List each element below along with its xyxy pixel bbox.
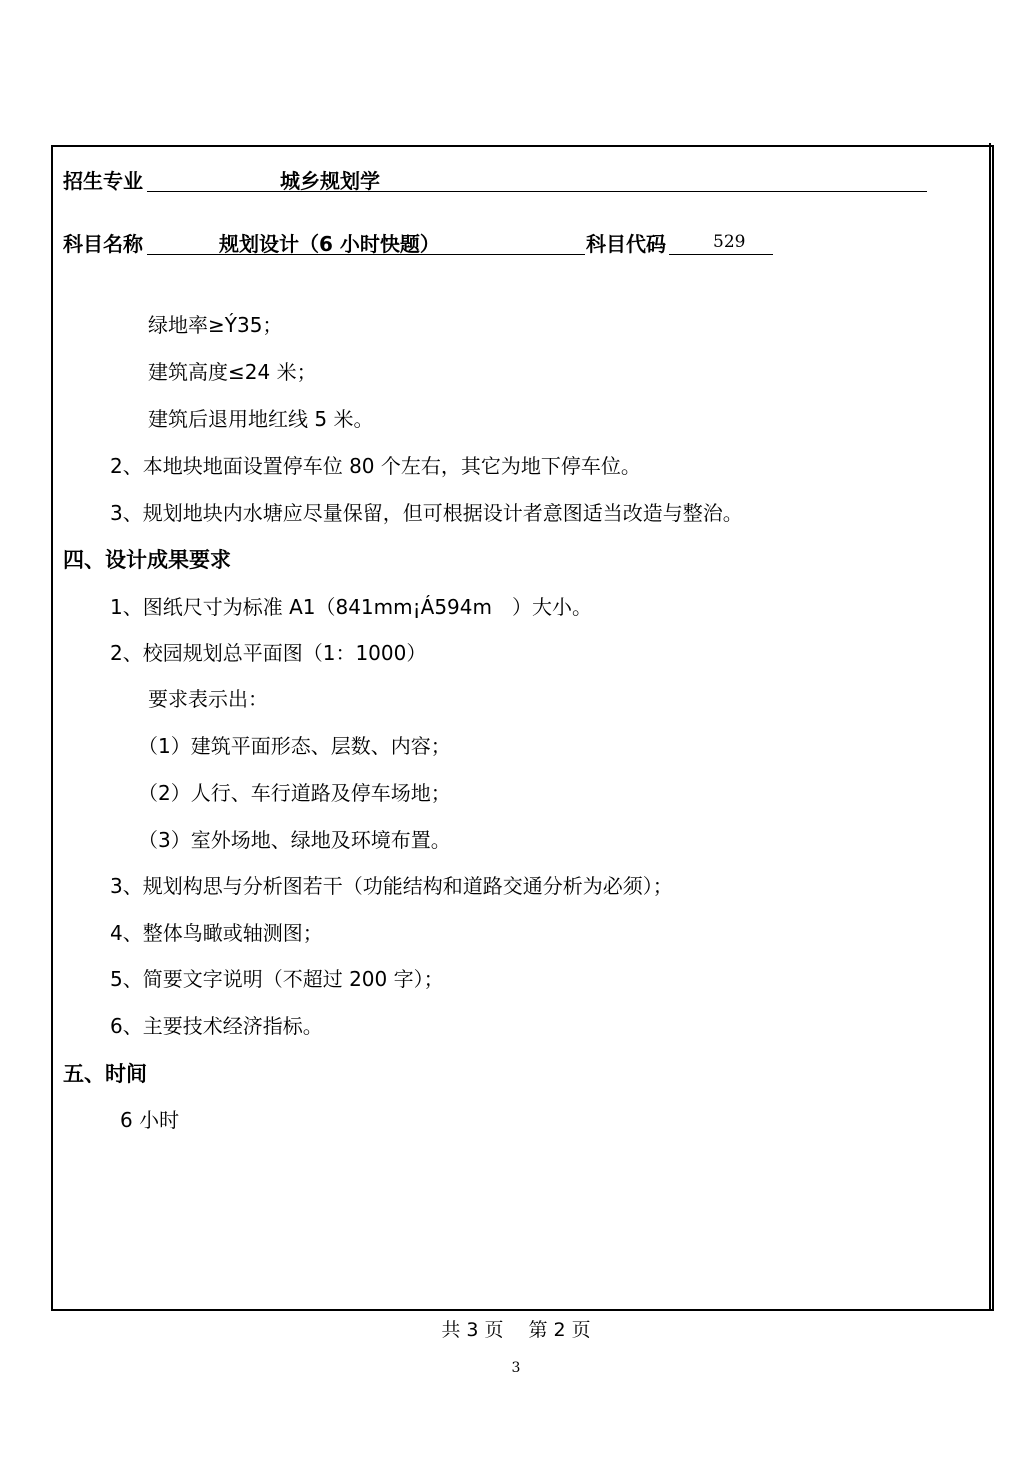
- section-4-title: 四、设计成果要求: [63, 548, 231, 572]
- page-number: 3: [511, 1360, 521, 1376]
- section-5-title: 五、时间: [63, 1062, 147, 1086]
- body-line-1: 绿地率≥Ý35；: [148, 313, 283, 337]
- section-4-item-4: （1）建筑平面形态、层数、内容；: [138, 734, 451, 758]
- section-4-item-2: 2、校园规划总平面图（1：1000）: [110, 641, 427, 665]
- body-line-2: 建筑高度≤24 米；: [148, 360, 317, 384]
- subject-row: [63, 228, 783, 258]
- code-value: 529: [713, 232, 746, 252]
- section-4-item-1: 1、图纸尺寸为标准 A1（841mm¡Á594m ）大小。: [110, 595, 592, 619]
- section-4-item-3: 要求表示出：: [148, 687, 268, 711]
- section-4-item-9: 5、简要文字说明（不超过 200 字）；: [110, 967, 444, 991]
- major-label: 招生专业: [63, 169, 143, 193]
- major-row: [63, 165, 933, 195]
- subject-value: 规划设计（6 小时快题）: [219, 232, 440, 256]
- section-4-item-5: （2）人行、车行道路及停车场地；: [138, 781, 451, 805]
- page-footer: 共 3 页 第 2 页: [441, 1319, 591, 1341]
- body-line-4: 2、本地块地面设置停车位 80 个左右，其它为地下停车位。: [110, 454, 641, 478]
- code-label: 科目代码: [586, 232, 666, 256]
- section-4-item-7: 3、规划构思与分析图若干（功能结构和道路交通分析为必须）；: [110, 874, 673, 898]
- section-5-text: 6 小时: [120, 1108, 180, 1132]
- subject-label: 科目名称: [63, 232, 143, 256]
- section-4-item-8: 4、整体鸟瞰或轴测图；: [110, 921, 323, 945]
- body-line-3: 建筑后退用地红线 5 米。: [148, 407, 374, 431]
- major-underline: [147, 165, 927, 192]
- frame-right-edge: [989, 143, 991, 1311]
- body-line-5: 3、规划地块内水塘应尽量保留，但可根据设计者意图适当改造与整治。: [110, 501, 743, 525]
- section-4-item-10: 6、主要技术经济指标。: [110, 1014, 323, 1038]
- major-value: 城乡规划学: [280, 169, 380, 193]
- section-4-item-6: （3）室外场地、绿地及环境布置。: [138, 828, 451, 852]
